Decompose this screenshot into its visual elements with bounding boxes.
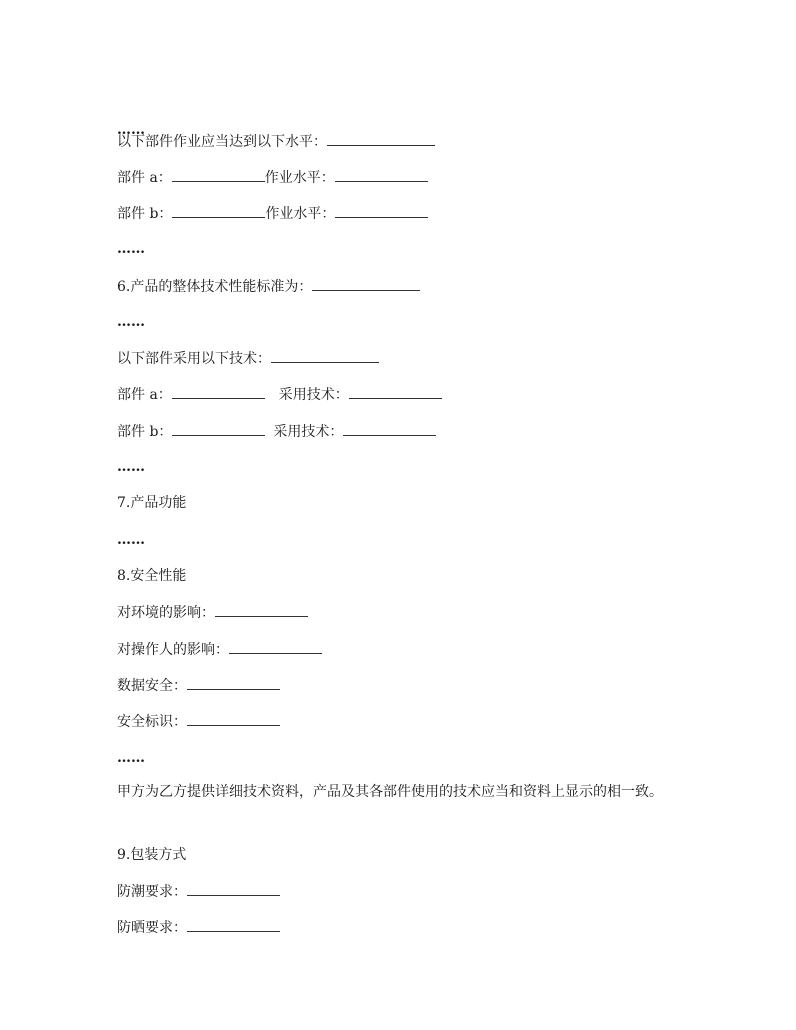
parts-tech-text: 以下部件采用以下技术：	[117, 351, 271, 367]
part-b-tech-blank[interactable]	[172, 421, 265, 436]
part-b-tech-label: 部件 b：	[117, 424, 173, 440]
tech-used-a-blank[interactable]	[349, 384, 442, 399]
env-impact-line	[117, 602, 696, 623]
part-b-label: 部件 b：	[117, 206, 173, 222]
part-a-level-line	[117, 167, 696, 188]
tech-used-b-blank[interactable]	[343, 421, 436, 436]
safety-mark-line	[117, 711, 696, 732]
part-b-blank[interactable]	[172, 203, 265, 218]
part-b-tech-line	[117, 421, 696, 442]
safety-mark-blank[interactable]	[187, 711, 280, 726]
moisture-req-label: 防潮要求：	[117, 884, 187, 900]
ellipsis-6: ……	[117, 750, 145, 766]
parts-level-text: 以下部件作业应当达到以下水平：	[117, 134, 327, 150]
env-impact-label: 对环境的影响：	[117, 605, 215, 621]
parts-level-line	[117, 131, 696, 152]
work-level-label-b: 作业水平：	[265, 206, 336, 222]
safety-mark-label: 安全标识：	[117, 714, 187, 730]
operator-impact-label: 对操作人的影响：	[117, 642, 229, 658]
tech-used-label-b: 采用技术：	[273, 424, 344, 440]
ellipsis-1: ……	[117, 122, 145, 138]
env-impact-blank[interactable]	[215, 602, 308, 617]
moisture-req-blank[interactable]	[187, 881, 280, 896]
parts-tech-line	[117, 348, 696, 369]
operator-impact-blank[interactable]	[229, 639, 322, 654]
sun-req-label: 防晒要求：	[117, 920, 187, 936]
part-b-level-line	[117, 203, 696, 224]
data-security-blank[interactable]	[187, 675, 280, 690]
ellipsis-4: ……	[117, 459, 145, 475]
work-level-label-a: 作业水平：	[264, 170, 335, 186]
ellipsis-3: ……	[117, 314, 145, 330]
sun-req-line	[117, 917, 696, 938]
tech-data-paragraph: 甲方为乙方提供详细技术资料，产品及其各部件使用的技术应当和资料上显示的相一致。	[117, 784, 663, 800]
ellipsis-5: ……	[117, 532, 145, 548]
data-security-line	[117, 675, 696, 696]
part-a-tech-line	[117, 384, 696, 405]
work-level-a-blank[interactable]	[335, 167, 428, 182]
data-security-label: 数据安全：	[117, 678, 187, 694]
sun-req-blank[interactable]	[187, 917, 280, 932]
operator-impact-line	[117, 639, 696, 660]
section-6-blank[interactable]	[312, 276, 420, 291]
section-9-heading: 9.包装方式	[117, 847, 187, 863]
part-a-tech-label: 部件 a：	[117, 387, 172, 403]
section-7-heading: 7.产品功能	[117, 495, 187, 511]
moisture-req-line	[117, 881, 696, 902]
section-6-heading: 6.产品的整体技术性能标准为：	[117, 279, 313, 295]
part-a-blank[interactable]	[172, 167, 265, 182]
parts-tech-blank[interactable]	[271, 348, 379, 363]
part-a-label: 部件 a：	[117, 170, 172, 186]
ellipsis-2: ……	[117, 241, 145, 257]
part-a-tech-blank[interactable]	[172, 384, 265, 399]
work-level-b-blank[interactable]	[335, 203, 428, 218]
parts-level-blank[interactable]	[327, 131, 435, 146]
section-6-line	[117, 276, 696, 297]
section-8-heading: 8.安全性能	[117, 568, 187, 584]
tech-used-label-a: 采用技术：	[278, 387, 349, 403]
